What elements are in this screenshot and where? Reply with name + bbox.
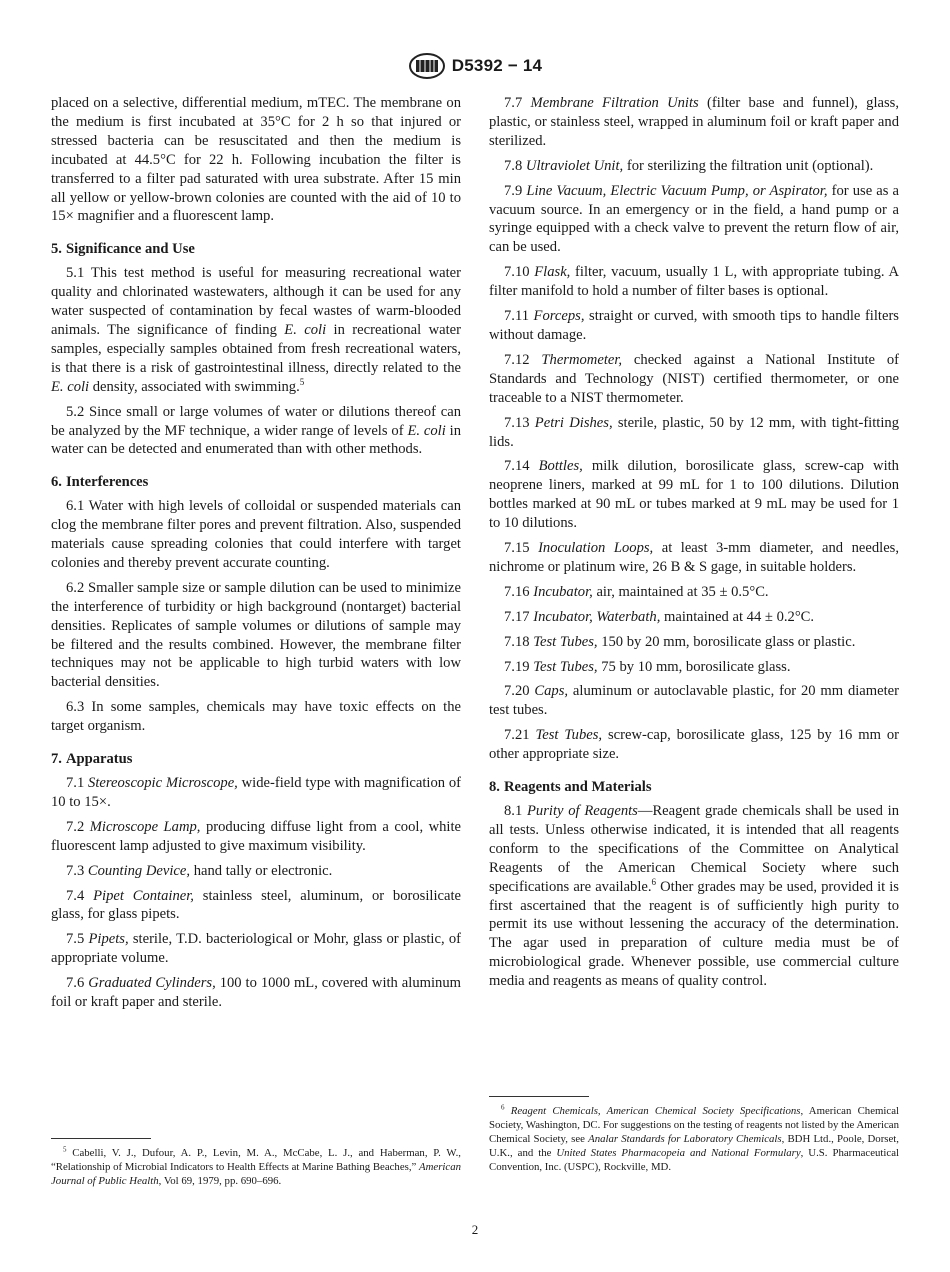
astm-logo-icon [408,52,446,80]
footnote-5: $^5$ Cabelli, V. J., Dufour, A. P., Levin, M. A., McCabe, L. J., and Haberman, P. W., “Relationship of Microbial Indicators to Health Effects at Marine Bathing Beaches,” American Journal of Public Health, Vol 69, 1979, pp. 690–696. [51,1145,461,1187]
right-column [489,94,899,997]
left-column [51,94,461,1018]
apparatus-item: 7.17 Incubator, Waterbath, maintained at 44 ± 0.2°C. [504,608,815,625]
section-8-heading: 8. Reagents and Materials [489,779,652,796]
page-header [0,52,950,85]
apparatus-item: 7.13 Petri Dishes, sterile, plastic, 50 by 12 mm, with tight-fitting lids. [489,414,899,450]
footnote-6: $^6$ Reagent Chemicals, American Chemical Society Specifications, American Chemical Society, Washington, DC. For suggestions on the testing of reagents not listed by the American Chemical Society, see Analar Standards for Laboratory Chemicals, BDH Ltd., Poole, Dorset, U.K., and the United States Pharmacopeia and National Formulary, U.S. Pharmaceutical Convention, Inc. (USPC), Rockville, MD. [489,1103,899,1173]
apparatus-item: 7.16 Incubator, air, maintained at 35 ± 0.5°C. [504,583,769,600]
apparatus-item: 7.18 Test Tubes, 150 by 20 mm, borosilicate glass or plastic. [504,633,856,650]
intro-paragraph: placed on a selective, differential medium, mTEC. The membrane on the medium is first incubated at 35°C for 2 h so that injured or stressed bacteria can be resuscitated and then the medium is incubated at 44.5°C for 22 h. Following incubation the filter is transferred to a filter pad saturated with urea substrate. After 15 min all yellow or yellow-brown colonies are counted with the aid of 10 to 15× magnifier and a fluorescent lamp. [51,95,461,225]
footnote-divider [51,1138,151,1139]
footnote-ref: 5 [299,376,305,387]
apparatus-item: 7.15 Inoculation Loops, at least 3-mm diameter, and needles, nichrome or platinum wire, 26 B & S gage, in suitable holders. [489,540,900,575]
apparatus-item: 7.11 Forceps, straight or curved, with smooth tips to handle filters without damage. [489,308,899,343]
paragraph-6-3: 6.3 In some samples, chemicals may have toxic effects on the target organism. [51,699,461,735]
paragraph-6-2: 6.2 Smaller sample size or sample dilution can be used to minimize the interference of turbidity or high background (nontarget) bacterial densities. Replicates of sample volumes or dilutions of sample may be filtered and the results combined. However, the membrane filter techniques may not be applicable to high turbid waters with low bacterial densities. [51,579,461,691]
apparatus-item: 7.14 Bottles, milk dilution, borosilicate glass, screw-cap with neoprene liners, marked at 99 mL for 1 to 100 dilutions. Dilution bottles marked at 90 mL or tubes marked at 9 mL may be used for 1 to 10 dilutions. [489,458,899,532]
apparatus-item: 7.1 Stereoscopic Microscope, wide-field type with magnification of 10 to 15×. [51,775,461,810]
apparatus-item: 7.8 Ultraviolet Unit, for sterilizing the filtration unit (optional). [504,157,874,174]
apparatus-item: 7.20 Caps, aluminum or autoclavable plastic, for 20 mm diameter test tubes. [489,683,900,719]
apparatus-item: 7.9 Line Vacuum, Electric Vacuum Pump, or Aspirator, for use as a vacuum source. In an emergency or in the field, a hand pump or a syringe equipped with a check valve to prevent the return flow of air, can be used. [489,182,899,256]
apparatus-item: 7.4 Pipet Container, stainless steel, aluminum, or borosilicate glass, for glass pipets. [51,887,462,923]
apparatus-item: 7.10 Flask, filter, vacuum, usually 1 L, with appropriate tubing. A filter manifold to hold a number of filter bases is optional. [489,264,899,300]
footnote-ref: 6 [651,876,657,887]
apparatus-item: 7.2 Microscope Lamp, producing diffuse light from a cool, white fluorescent lamp adjusted to give maximum visibility. [51,818,462,854]
apparatus-item: 7.12 Thermometer, checked against a National Institute of Standards and Technology (NIST) certified thermometer, or one traceable to a NIST thermometer. [489,351,899,406]
document-id: D5392 − 14 [451,56,543,75]
apparatus-item: 7.21 Test Tubes, screw-cap, borosilicate glass, 125 by 16 mm or other appropriate size. [489,727,899,763]
paragraph-5-1: 5.1 This test method is useful for measuring recreational water quality and chlorinated wastewaters, although it can be used for any water suspected of contamination by fecal wastes of warm-blooded animals. The significance of finding E. coli in recreational water samples, especially samples obtained from fresh recreational waters, is that there is a risk of gastrointestinal illness, directly related to the E. coli density, associated with swimming.$^5$ [51,265,461,395]
section-5-heading: 5. Significance and Use [51,241,195,258]
section-6-heading: 6. Interferences [51,474,149,491]
apparatus-item: 7.19 Test Tubes, 75 by 10 mm, borosilicate glass. [504,658,791,675]
footnote-divider [489,1096,589,1097]
page-number: 2 [471,1222,479,1237]
paragraph-5-2: 5.2 Since small or large volumes of water or dilutions thereof can be analyzed by the MF technique, a wider range of levels of E. coli in water can be detected and enumerated than with other methods. [51,403,461,458]
paragraph-8-1: 8.1 Purity of Reagents—Reagent grade chemicals shall be used in all tests. Unless otherwise indicated, it is intended that all reagents conform to the specifications of the Committee on Analytical Reagents of the American Chemical Society where such specifications are available.$^6$ Other grades may be used, provided it is first ascertained that the reagent is of sufficiently high purity to permit its use without lessening the accuracy of the determination. The agar used in preparation of culture media must be of microbiological grade. Whenever possible, use commercial culture media and reagents as means of quality control. [489,803,899,990]
apparatus-item: 7.5 Pipets, sterile, T.D. bacteriological or Mohr, glass or plastic, of appropriate volume. [51,931,461,967]
apparatus-item: 7.3 Counting Device, hand tally or electronic. [66,862,333,879]
paragraph-6-1: 6.1 Water with high levels of colloidal or suspended materials can clog the membrane filter pores and prevent filtration. Also, suspended materials cause spreading colonies that could interfere with target colonies and thereby prevent accurate counting. [51,498,461,571]
apparatus-item: 7.7 Membrane Filtration Units (filter base and funnel), glass, plastic, or stainless steel, wrapped in aluminum foil or kraft paper and sterilized. [489,95,900,149]
section-7-heading: 7. Apparatus [51,751,133,768]
apparatus-item: 7.6 Graduated Cylinders, 100 to 1000 mL, covered with aluminum foil or kraft paper and sterile. [51,975,461,1011]
